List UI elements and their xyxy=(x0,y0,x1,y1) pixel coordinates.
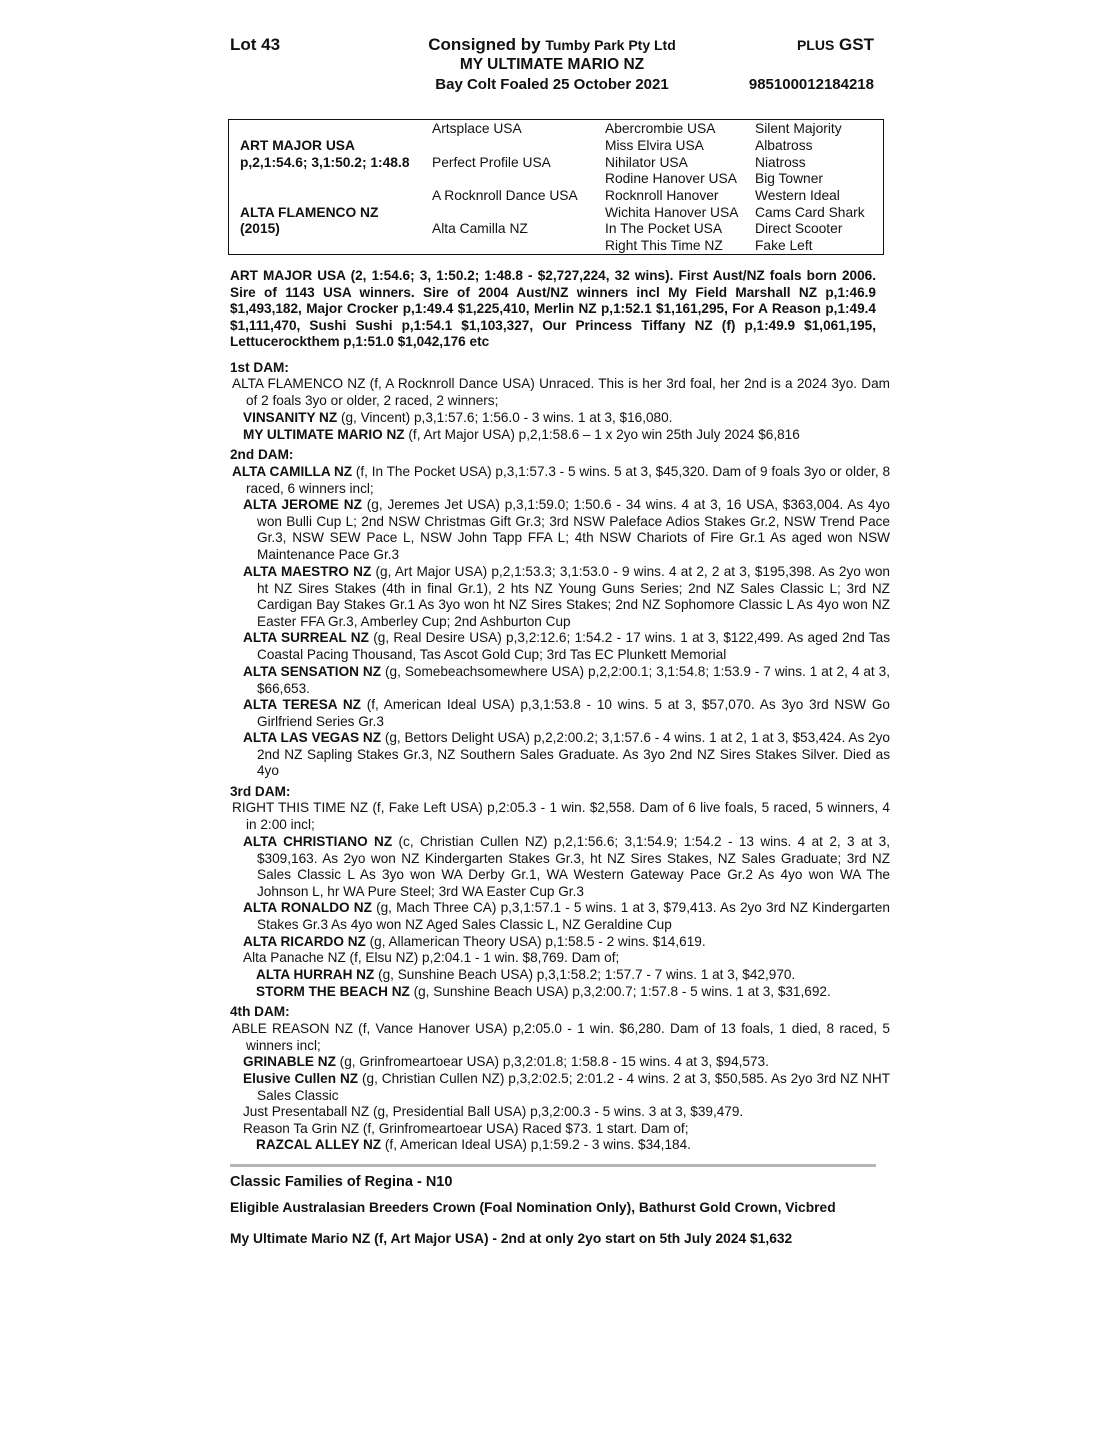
pedigree-gen4-cell: Niatross xyxy=(755,155,806,170)
consigned-label: Consigned by xyxy=(428,35,541,54)
gst-label: GST xyxy=(839,35,874,54)
dam-entry xyxy=(243,934,876,951)
entry-details: (g, Somebeachsomewhere USA) p,2,2:00.1; 3,1:54.8; 1:53.9 - 7 wins. 1 at 2, 4 at 3, $66,653. xyxy=(257,664,890,696)
entry-name: Elusive Cullen NZ xyxy=(243,1071,359,1086)
entry-name: ALTA JEROME NZ xyxy=(243,497,362,512)
sire-summary: ART MAJOR USA (2, 1:54.6; 3, 1:50.2; 1:48.8 - $2,727,224, 32 wins). First Aust/NZ foals born 2006. Sire of 1143 USA winners. Sire of 2004 Aust/NZ winners incl My Field Marshall NZ p,1:46.9 $1,493,182, Major Crocker p,1:49.4 $1,225,410, Merlin NZ p,1:52.1 $1,161,295, For A Reason p,1:49.4 $1,111,470, Sushi Sushi p,1:54.1 $1,103,327, Our Princess Tiffany NZ (f) p,1:49.9 $1,061,195, Lettucerockthem p,1:51.0 $1,042,176 etc xyxy=(230,268,876,350)
eligibility-line: Eligible Australasian Breeders Crown (Foal Nomination Only), Bathurst Gold Crown, Vicbred xyxy=(230,1200,836,1215)
entry-details: RIGHT THIS TIME NZ (f, Fake Left USA) p,2:05.3 - 1 win. $2,558. Dam of 6 live foals, 5 raced, 5 winners, 4 in 2:00 incl; xyxy=(232,800,890,832)
pedigree-gen4-cell: Cams Card Shark xyxy=(755,205,865,220)
dam-entry xyxy=(256,1137,876,1154)
dam-entry xyxy=(243,1121,876,1138)
pedigree-gen3-cell: Nihilator USA xyxy=(605,155,688,170)
pedigree-table xyxy=(228,119,884,255)
dam-entry xyxy=(232,800,890,833)
horse-description: Bay Colt Foaled 25 October 2021 xyxy=(435,76,669,93)
dam-entry xyxy=(232,376,890,409)
dam-entry xyxy=(232,464,890,497)
pedigree-gen4-cell: Albatross xyxy=(755,138,813,153)
pedigree-sire: ART MAJOR USA xyxy=(240,138,355,153)
dam-heading: 4th DAM: xyxy=(230,1004,290,1019)
pedigree-gen3-cell: Abercrombie USA xyxy=(605,121,716,136)
entry-name: STORM THE BEACH NZ xyxy=(256,984,410,999)
dam-heading: 3rd DAM: xyxy=(230,784,291,799)
pedigree-sire-record: p,2,1:54.6; 3,1:50.2; 1:48.8 xyxy=(240,155,410,170)
dam-entry xyxy=(243,697,890,730)
entry-details: (g, Bettors Delight USA) p,2,2:00.2; 3,1:57.6 - 4 wins. 1 at 2, 1 at 3, $53,424. As 2yo 2nd NZ Sapling Stakes Gr.3, NZ Southern Sales Graduate. As 3yo 2nd NZ Sires Stakes Silver. Died as 4yo xyxy=(257,730,890,779)
dam-entry xyxy=(243,427,876,444)
entry-details: (f, American Ideal USA) p,3,1:53.8 - 10 wins. 5 at 3, $57,070. As 3yo 3rd NSW Go Girlfriend Series Gr.3 xyxy=(257,697,890,729)
entry-name: VINSANITY NZ xyxy=(243,410,338,425)
entry-details: (f, In The Pocket USA) p,3,1:57.3 - 5 wins. 5 at 3, $45,320. Dam of 9 foals 3yo or older, 8 raced, 6 winners incl; xyxy=(246,464,891,496)
entry-name: ALTA RONALDO NZ xyxy=(243,900,372,915)
entry-details: (g, Jeremes Jet USA) p,3,1:59.0; 1:50.6 - 34 wins. 4 at 3, 16 USA, $363,004. As 4yo won Bulli Cup L; 2nd NSW Christmas Gift Gr.3; 3rd NSW Paleface Adios Stakes Gr.2, NSW Trend Pace Gr.3, NSW SEW Pace L, NSW John Tapp FFA L; 4th NSW Chariots of Fire Gr.1 As aged won NSW Maintenance Pace Gr.3 xyxy=(257,497,890,563)
entry-name: ALTA LAS VEGAS NZ xyxy=(243,730,382,745)
pedigree-dam-year: (2015) xyxy=(240,221,280,236)
microchip-number: 985100012184218 xyxy=(748,76,874,93)
dam-entry xyxy=(243,730,890,780)
header-row-1 xyxy=(230,35,874,55)
dam-entry xyxy=(243,1071,890,1104)
pedigree-gen3-cell: Rodine Hanover USA xyxy=(605,171,737,186)
header-row-2 xyxy=(230,56,874,74)
header-row-3 xyxy=(230,76,874,94)
pedigree-gen3-cell: Wichita Hanover USA xyxy=(605,205,739,220)
pedigree-gen2-cell: Artsplace USA xyxy=(432,121,522,136)
dam-entry xyxy=(243,664,890,697)
dam-entry xyxy=(243,834,890,901)
pedigree-gen3-cell: Miss Elvira USA xyxy=(605,138,704,153)
dam-entry xyxy=(243,1104,876,1121)
entry-details: (g, Art Major USA) p,2,1:53.3; 3,1:53.0 - 9 wins. 4 at 2, 2 at 3, $195,398. As 2yo won ht NZ Sires Stakes (4th in final Gr.1), 2 hts NZ Young Guns Series; 2nd NZ Sales Classic L; 3rd NZ Cardigan Bay Stakes Gr.1 As 3yo won ht NZ Sires Stakes; 2nd NZ Sophomore Classic L As 4yo won NZ Easter FFA Gr.3, Amberley Cup; 2nd Ashburton Cup xyxy=(257,564,890,630)
entry-name: ALTA HURRAH NZ xyxy=(256,967,375,982)
entry-name: ALTA TERESA NZ xyxy=(243,697,361,712)
entry-name: ALTA MAESTRO NZ xyxy=(243,564,372,579)
entry-name: RAZCAL ALLEY NZ xyxy=(256,1137,382,1152)
entry-details: (g, Sunshine Beach USA) p,3,2:00.7; 1:57.8 - 5 wins. 1 at 3, $31,692. xyxy=(409,984,831,999)
dam-entry xyxy=(243,410,876,427)
dam-heading: 2nd DAM: xyxy=(230,447,294,462)
pedigree-gen2-cell: Perfect Profile USA xyxy=(432,155,551,170)
pedigree-gen3-cell: Right This Time NZ xyxy=(605,238,723,253)
entry-details: (g, Allamerican Theory USA) p,1:58.5 - 2 wins. $14,619. xyxy=(365,934,706,949)
entry-details: (g, Sunshine Beach USA) p,3,1:58.2; 1:57.7 - 7 wins. 1 at 3, $42,970. xyxy=(374,967,796,982)
entry-details: (g, Grinfromeartoear USA) p,3,2:01.8; 1:58.8 - 15 wins. 4 at 3, $94,573. xyxy=(335,1054,769,1069)
entry-details: ALTA FLAMENCO NZ (f, A Rocknroll Dance USA) Unraced. This is her 3rd foal, her 2nd is a 2024 3yo. Dam of 2 foals 3yo or older, 2 raced, 2 winners; xyxy=(232,376,890,408)
dam-entry xyxy=(243,630,890,663)
consignor-name: Tumby Park Pty Ltd xyxy=(545,37,676,53)
entry-details: (c, Christian Cullen NZ) p,2,1:56.6; 3,1:54.9; 1:54.2 - 13 wins. 4 at 2, 3 at 3, $309,163. As 2yo won NZ Kindergarten Stakes Gr.3, ht NZ Sires Stakes, NZ Sales Graduate; 3rd NZ Sales Classic L As 3yo won WA Derby Gr.1, WA Western Gateway Pace Gr.2 As 4yo won WA The Johnson L, hr WA Pure Steel; 3rd WA Easter Cup Gr.3 xyxy=(257,834,890,900)
pedigree-gen3-cell: In The Pocket USA xyxy=(605,221,723,236)
gst-plus: PLUS xyxy=(796,37,835,53)
update-line: My Ultimate Mario NZ (f, Art Major USA) - 2nd at only 2yo start on 5th July 2024 $1,632 xyxy=(230,1231,793,1246)
dam-entry xyxy=(243,900,890,933)
entry-name: GRINABLE NZ xyxy=(243,1054,336,1069)
dam-entry xyxy=(243,564,890,631)
pedigree-dam: ALTA FLAMENCO NZ xyxy=(240,205,379,220)
entry-details: (g, Vincent) p,3,1:57.6; 1:56.0 - 3 wins. 1 at 3, $16,080. xyxy=(337,410,673,425)
pedigree-gen4-cell: Western Ideal xyxy=(755,188,840,203)
entry-details: (f, American Ideal USA) p,1:59.2 - 3 wins. $34,184. xyxy=(381,1137,691,1152)
pedigree-gen4-cell: Direct Scooter xyxy=(755,221,843,236)
pedigree-gen4-cell: Fake Left xyxy=(755,238,813,253)
dam-entry xyxy=(243,1054,876,1071)
entry-details: (g, Mach Three CA) p,3,1:57.1 - 5 wins. 1 at 3, $79,413. As 2yo 3rd NZ Kindergarten Stakes Gr.3 As 4yo won NZ Aged Sales Classic L, NZ Geraldine Cup xyxy=(257,900,890,932)
horse-name: MY ULTIMATE MARIO NZ xyxy=(459,56,645,73)
entry-name: ALTA RICARDO NZ xyxy=(243,934,366,949)
dam-entry xyxy=(243,950,876,967)
entry-details: Just Presentaball NZ (g, Presidential Ball USA) p,3,2:00.3 - 5 wins. 3 at 3, $39,479. xyxy=(243,1104,744,1119)
consigned-line xyxy=(230,35,874,55)
gst-note xyxy=(797,35,874,55)
pedigree-gen4-cell: Big Towner xyxy=(755,171,824,186)
section-divider xyxy=(230,1164,876,1167)
entry-name: ALTA SENSATION NZ xyxy=(243,664,382,679)
dam-entry xyxy=(232,1021,890,1054)
entry-details: (g, Christian Cullen NZ) p,3,2:02.5; 2:01.2 - 4 wins. 2 at 3, $50,585. As 2yo 3rd NZ NHT Sales Classic xyxy=(257,1071,890,1103)
entry-name: MY ULTIMATE MARIO NZ xyxy=(243,427,405,442)
entry-details: (f, Art Major USA) p,2,1:58.6 – 1 x 2yo win 25th July 2024 $6,816 xyxy=(404,427,800,442)
dam-entry xyxy=(256,967,876,984)
family-line: Classic Families of Regina - N10 xyxy=(230,1174,453,1190)
pedigree-gen4-cell: Silent Majority xyxy=(755,121,842,136)
entry-details: Reason Ta Grin NZ (f, Grinfromeartoear USA) Raced $73. 1 start. Dam of; xyxy=(243,1121,689,1136)
dam-heading: 1st DAM: xyxy=(230,360,289,375)
entry-details: Alta Panache NZ (f, Elsu NZ) p,2:04.1 - 1 win. $8,769. Dam of; xyxy=(243,950,620,965)
entry-name: ALTA SURREAL NZ xyxy=(243,630,369,645)
pedigree-gen2-cell: A Rocknroll Dance USA xyxy=(432,188,578,203)
pedigree-gen3-cell: Rocknroll Hanover xyxy=(605,188,719,203)
pedigree-gen2-cell: Alta Camilla NZ xyxy=(432,221,528,236)
lot-number: Lot 43 xyxy=(230,35,281,54)
entry-details: (g, Real Desire USA) p,3,2:12.6; 1:54.2 - 17 wins. 1 at 3, $122,499. As aged 2nd Tas Coastal Pacing Thousand, Tas Ascot Gold Cup; 3rd Tas EC Plunkett Memorial xyxy=(257,630,890,662)
dam-entry xyxy=(243,497,890,564)
dam-entry xyxy=(256,984,876,1001)
entry-details: ABLE REASON NZ (f, Vance Hanover USA) p,2:05.0 - 1 win. $6,280. Dam of 13 foals, 1 died, 8 raced, 5 winners incl; xyxy=(232,1021,890,1053)
entry-name: ALTA CHRISTIANO NZ xyxy=(243,834,393,849)
entry-name: ALTA CAMILLA NZ xyxy=(232,464,353,479)
